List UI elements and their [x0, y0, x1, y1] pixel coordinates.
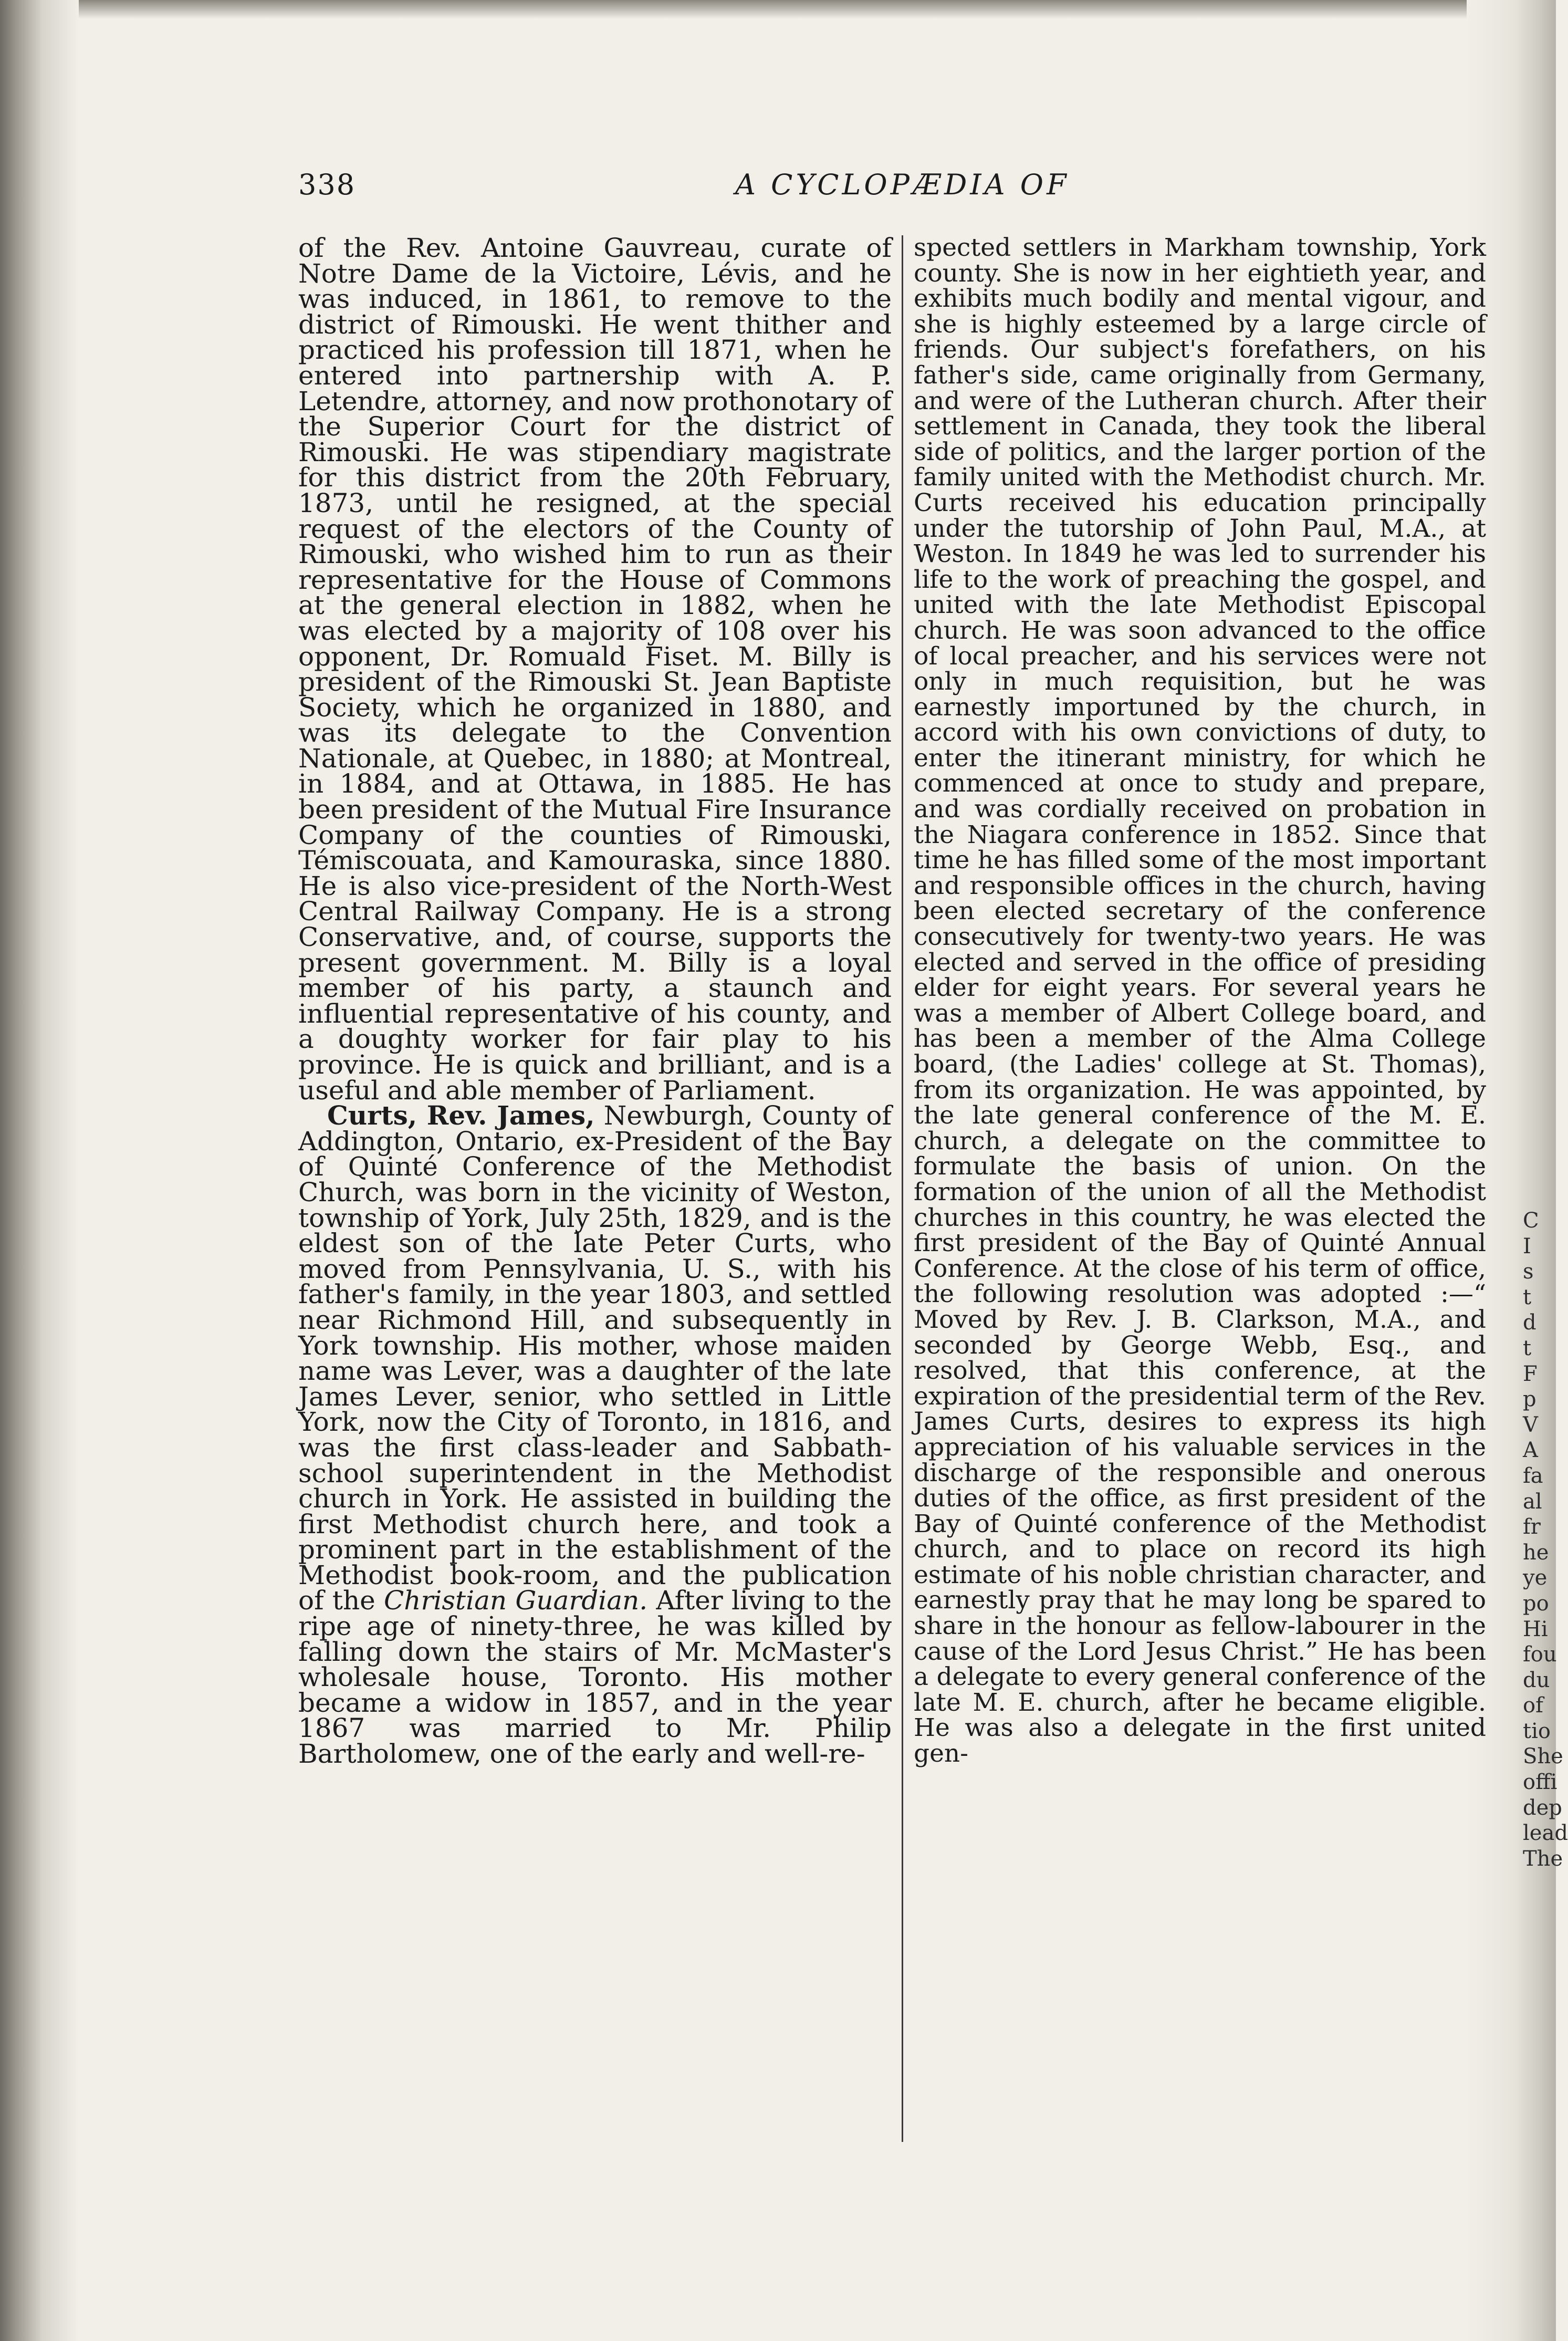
fragment-line: The [1523, 1846, 1563, 1871]
fragment-line: t [1523, 1285, 1532, 1309]
fragment-line: fr [1523, 1515, 1541, 1539]
fragment-line: ye [1523, 1566, 1548, 1590]
fragment-line: of [1523, 1693, 1543, 1718]
fragment-line: She [1523, 1744, 1563, 1769]
page-number: 338 [298, 168, 356, 201]
entry-body-continued: After living to the ripe age of ninety-three, he was killed by falling down the stairs of Mr. McMaster's wholesale house, Toronto. His mother became a widow in 1857, and in the year 1867 was married to Mr. Philip Bartholomew, one of the early and well-re- [298, 1585, 892, 1770]
fragment-line: Hi [1523, 1617, 1548, 1641]
newspaper-title: Christian Guardian. [384, 1585, 648, 1616]
fragment-line: d [1523, 1310, 1536, 1335]
fragment-line: fa [1523, 1463, 1543, 1488]
fragment-line: fou [1523, 1642, 1557, 1667]
fragment-line: po [1523, 1591, 1549, 1616]
paragraph-curts-entry [298, 1100, 892, 1770]
fragment-line: dep [1523, 1795, 1562, 1820]
fragment-line: s [1523, 1260, 1534, 1284]
fragment-line: F [1523, 1361, 1538, 1386]
fragment-line: C [1523, 1209, 1539, 1233]
fragment-line: p [1523, 1387, 1536, 1412]
fragment-line: al [1523, 1489, 1542, 1514]
running-title: A CYCLOPÆDIA OF [735, 168, 1070, 201]
fragment-line: he [1523, 1540, 1549, 1565]
left-text-column [298, 233, 892, 1770]
fragment-line: du [1523, 1668, 1550, 1692]
scan-top-edge [0, 0, 1556, 19]
column-divider [902, 235, 903, 2142]
fragment-line: A [1523, 1438, 1538, 1463]
scan-binding-edge [0, 0, 79, 2341]
entry-heading: Curts, Rev. James, [327, 1100, 595, 1131]
fragment-line: offi [1523, 1770, 1557, 1795]
right-text-column [914, 235, 1486, 1767]
entry-body: Newburgh, County of Addington, Ontario, ex-President of the Bay of Quinté Conference of the Methodist Church, was born in the vicinity of Weston, township of York, July 25th, 1829, and is the eldest son of the late Peter Curts, who moved from Pennsylvania, U. S., with his father's family, in the year 1803, and settled near Richmond Hill, and subsequently in York township. His mother, whose maiden name was Lever, was a daughter of the late James Lever, senior, who settled in Little York, now the City of Toronto, in 1816, and was the first class-leader and Sabbath-school superintendent in the Methodist church in York. He assisted in building the first Methodist church here, and took a prominent part in the establishment of the Methodist book-room, and the publication of the [298, 1100, 892, 1616]
fragment-line: tio [1523, 1719, 1551, 1743]
adjacent-page-fragments [1523, 1208, 1568, 1871]
fragment-line: lead [1523, 1821, 1568, 1846]
fragment-line: I [1523, 1234, 1531, 1258]
fragment-line: V [1523, 1412, 1538, 1437]
fragment-line: t [1523, 1336, 1532, 1360]
paragraph-curts-continued: spected settlers in Markham township, York county. She is now in her eightieth year, and exhibits much bodily and mental vigour, and she is highly esteemed by a large circle of friends. Our subject's forefathers, on his father's side, came originally from Germany, and were of the Lutheran church. After their settlement in Canada, they took the liberal side of politics, and the larger portion of the family united with the Methodist church. Mr. Curts received his education principally under the tutorship of John Paul, M.A., at Weston. In 1849 he was led to surrender his life to the work of preaching the gospel, and united with the late Methodist Episcopal church. He was soon advanced to the office of local preacher, and his services were not only in much requisition, but he was earnestly importuned by the church, in accord with his own convictions of duty, to enter the itinerant ministry, for which he commenced at once to study and prepare, and was cordially received on probation in the Niagara conference in 1852. Since that time he has filled some of the most important and responsible offices in the church, having been elected secretary of the conference consecutively for twenty-two years. He was elected and served in the office of presiding elder for eight years. For several years he was a member of Albert College board, and has been a member of the Alma College board, (the Ladies' college at St. Thomas), from its organization. He was appointed, by the late general conference of the M. E. church, a delegate on the committee to formulate the basis of union. On the formation of the union of all the Methodist churches in this country, he was elected the first president of the Bay of Quinté Annual Conference. At the close of his term of office, the following resolution was adopted :—“ Moved by Rev. J. B. Clarkson, M.A., and seconded by George Webb, Esq., and resolved, that this conference, at the expiration of the presidential term of the Rev. James Curts, desires to express its high appreciation of his valuable services in the discharge of the responsible and onerous duties of the office, as first president of the Bay of Quinté conference of the Methodist church, and to place on record its high estimate of his noble christian character, and earnestly pray that he may long be spared to share in the honour as fellow-labourer in the cause of the Lord Jesus Christ.” He has been a delegate to every general conference of the late M. E. church, after he became eligible. He was also a delegate in the first united gen- [914, 233, 1486, 1768]
paragraph-billy-biography: of the Rev. Antoine Gauvreau, curate of Notre Dame de la Victoire, Lévis, and he was induced, in 1861, to remove to the district of Rimouski. He went thither and practiced his profession till 1871, when he entered into partnership with A. P. Letendre, attorney, and now prothonotary of the Superior Court for the district of Rimouski. He was stipendiary magistrate for this district from the 20th February, 1873, until he resigned, at the special request of the electors of the County of Rimouski, who wished him to run as their representative for the House of Commons at the general election in 1882, when he was elected by a majority of 108 over his opponent, Dr. Romuald Fiset. M. Billy is president of the Rimouski St. Jean Baptiste Society, which he organized in 1880, and was its delegate to the Convention Nationale, at Quebec, in 1880; at Montreal, in 1884, and at Ottawa, in 1885. He has been president of the Mutual Fire Insurance Company of the counties of Rimouski, Témiscouata, and Kamouraska, since 1880. He is also vice-president of the North-West Central Railway Company. He is a strong Conservative, and, of course, supports the present government. M. Billy is a loyal member of his party, a staunch and influential representative of his county, and a doughty worker for fair play to his province. He is quick and brilliant, and is a useful and able member of Parliament. [298, 233, 892, 1106]
